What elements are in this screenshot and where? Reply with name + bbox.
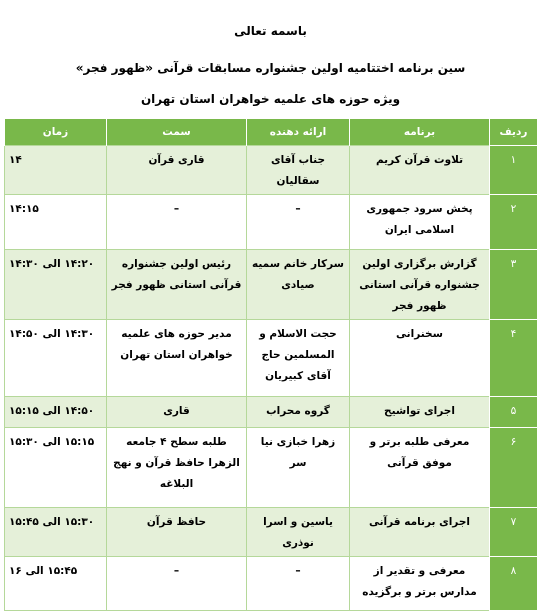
row-presenter: جناب آقای سقالیان [247,146,350,195]
table-row [5,195,538,250]
row-index: ۳ [490,250,538,320]
column-header-position: سمت [107,119,247,146]
table-row [5,397,538,428]
row-program: معرفی طلبه برتر و موفق قرآنی [350,428,490,508]
row-time: ۱۵:۳۰ الی ۱۵:۴۵ [5,508,107,557]
row-index: ۲ [490,195,538,250]
column-header-index: ردیف [490,119,538,146]
row-program: معرفی و تقدیر از مدارس برتر و برگزیده [350,557,490,611]
table-row [5,250,538,320]
column-header-time: زمان [5,119,107,146]
table-row [5,428,538,508]
row-program: اجرای برنامه قرآنی [350,508,490,557]
row-position: مدیر حوزه های علمیه خواهران استان تهران [107,320,247,397]
row-time: ۱۴:۱۵ [5,195,107,250]
header-subtitle-2: ویژه حوزه های علمیه خواهران استان تهران [140,92,401,106]
row-position: – [107,557,247,611]
row-position: قاری [107,397,247,428]
table-row [5,146,538,195]
table-row [5,508,538,557]
row-index: ۸ [490,557,538,611]
row-presenter: سرکار خانم سمیه صیادی [247,250,350,320]
row-index: ۴ [490,320,538,397]
row-time: ۱۵:۴۵ الی ۱۶ [5,557,107,611]
row-time: ۱۴:۳۰ الی ۱۴:۵۰ [5,320,107,397]
row-time: ۱۵:۱۵ الی ۱۵:۳۰ [5,428,107,508]
row-presenter: زهرا خبازی نیا سر [247,428,350,508]
row-position: طلبه سطح ۴ جامعه الزهرا حافظ قرآن و نهج البلاغه [107,428,247,508]
row-program: تلاوت قرآن کریم [350,146,490,195]
row-program: گزارش برگزاری اولین جشنواره قرآنی استانی ظهور فجر [350,250,490,320]
row-position: – [107,195,247,250]
table-row [5,320,538,397]
row-program: اجرای تواشیح [350,397,490,428]
program-table [4,119,538,611]
table-header-row [5,119,538,146]
row-presenter: یاسین و اسرا نوذری [247,508,350,557]
row-presenter: گروه محراب [247,397,350,428]
row-time: ۱۴ [5,146,107,195]
row-position: رئیس اولین جشنواره قرآنی استانی ظهور فجر [107,250,247,320]
column-header-presenter: ارائه دهنده [247,119,350,146]
row-presenter: حجت الاسلام و المسلمین حاج آقای کبیریان [247,320,350,397]
header-subtitle: سین برنامه اختتامیه اولین جشنواره مسابقات قرآنی «ظهور فجر» [75,61,466,75]
row-program: پخش سرود جمهوری اسلامی ایران [350,195,490,250]
header-title: باسمه تعالی [234,24,307,38]
row-index: ۱ [490,146,538,195]
row-position: حافظ قرآن [107,508,247,557]
row-presenter: – [247,557,350,611]
column-header-program: برنامه [350,119,490,146]
row-presenter: – [247,195,350,250]
row-time: ۱۴:۲۰ الی ۱۴:۳۰ [5,250,107,320]
row-program: سخنرانی [350,320,490,397]
row-time: ۱۴:۵۰ الی ۱۵:۱۵ [5,397,107,428]
row-index: ۷ [490,508,538,557]
row-index: ۶ [490,428,538,508]
table-row [5,557,538,611]
row-index: ۵ [490,397,538,428]
row-position: قاری قرآن [107,146,247,195]
